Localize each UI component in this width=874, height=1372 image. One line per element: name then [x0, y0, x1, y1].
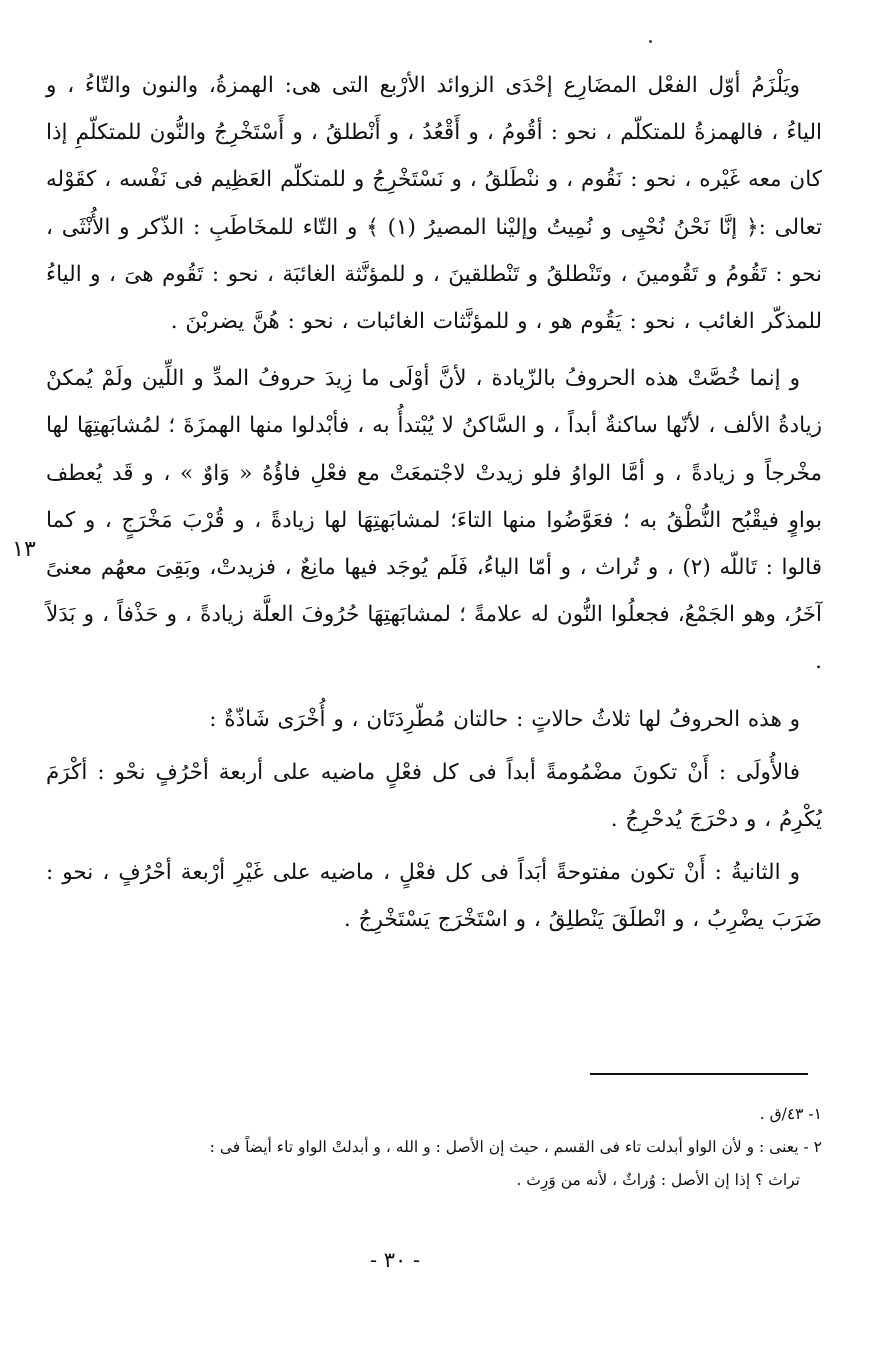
paragraph-5: و الثانيةُ : أَنْ تكون مفتوحةً أبَداً فى كل فعْلٍ ، ماضيه على غَيْرِ أرْبعة أحْرُفٍ ، نحو : ضَرَبَ يضْرِبُ ، و انْطلَقَ يَنْطلِقُ ، و اسْتَخْرَج يَسْتَخْرِجُ . — [46, 860, 822, 933]
footnotes — [48, 1098, 822, 1197]
paragraph-2: و إنما خُصَّتْ هذه الحروفُ بالزّيادة ، لأنَّ أوْلَى ما زِيدَ حروفُ المدِّ و اللِّين ولَمْ يُمكنْ زيادةُ الألف ، لأنّها ساكنةٌ أبداً ، و السَّاكنُ لا يُبْتدأُ به ، فأبْدلوا منها الهمزَةَ ؛ لمُشابَهتِهَا لها مخْرجاً و زيادةً ، و أمَّا الواوُ فلو زيدتْ لاجْتمعَتْ مع فعْلِ فاؤُهُ « وَاوٌ » ، و قَد يُعطف بواوٍ فيقْبُح النُّطْقُ به ؛ فعَوَّضُوا منها التاءَ؛ لمشابَهتِهَا لها زيادةً ، و قُرْبَ مَخْرَجٍ ، و كما قالوا : تَاللّه (٢) ، و تُراث ، و أمّا الياءُ، فَلَم يُوجَد فيها مانِعٌ ، فزيدتْ، وبَقِىَ معهُم معنىً آخَرُ، وهو الجَمْعُ، فجعلُوا النُّون له علامةً ؛ لمشابَهتِهَا حُرُوفَ العلَّة زيادةً ، و حَذْفاً ، و بَدَلاً . — [46, 366, 822, 675]
footnote-1: ١- ٤٣/ق . — [759, 1105, 822, 1123]
paragraph-1: ويَلْزَمُ أوّل الفعْل المضَارِع إحْدَى الزوائد الأرْبع التى هى: الهمزةُ، والنون والتّاءُ ، و الياءُ ، فالهمزةُ للمتكلّم ، نحو : أقُومُ ، و أَقْعُدُ ، و أَنْطلقُ ، و أَسْتَخْرِجُ والنُّون للمتكلّمِ إذا كان معه غَيْره ، نحو : نَقُوم ، و ننْطَلقُ ، و نَسْتَخْرِجُ و للمتكلّم العَظِيم فى نَفْسه ، كقَوْله تعالى :﴿ إنَّا نَحْنُ نُحْيِى و نُمِيتُ وإليْنا المصيرُ (١) ﴾ و التّاء للمخَاطَبِ : الذّكر و الأُنْثَى ، نحو : تَقُومُ و تَقُومينَ ، وتَنْطلقُ و تَنْطلقينَ ، و للمؤنَّثة الغائبَة ، نحو : تَقُوم هىَ ، و الياءُ للمذكّر الغائب ، نحو : يَقُوم هو ، و للمؤنَّثات الغائبات ، نحو : هُنَّ يضربْنَ . — [46, 73, 822, 335]
print-speck — [649, 40, 652, 43]
main-text — [46, 62, 822, 954]
margin-line-number: ١٣ — [12, 537, 36, 562]
paragraph-3: و هذه الحروفُ لها ثلاثُ حالاتٍ : حالتان مُطّرِدَتَان ، و أُخْرَى شَاذّةٌ : — [209, 706, 800, 732]
paragraph-4: فالأُولَى : أَنْ تكونَ مضْمُومةً أبداً فى كل فعْلٍ ماضيه على أربعة أحْرُفٍ نحْو : أكْرَمَ يُكْرِمُ ، و دحْرَجَ يُدحْرِجُ . — [46, 759, 822, 833]
footnote-2: ٢ - يعنى : و لأن الواو أبدلت تاء فى القسم ، حيث إن الأصل : و الله ، و أبدلتْ الواو تاء أيضاً فى : — [209, 1138, 822, 1156]
page-number: - ٣٠ - — [369, 1248, 421, 1272]
footnote-2-continuation: تراث ؟ إذا إن الأصل : وُراثٌ ، لأنه من وَرِث . — [516, 1171, 800, 1189]
footnote-separator — [590, 1073, 808, 1075]
